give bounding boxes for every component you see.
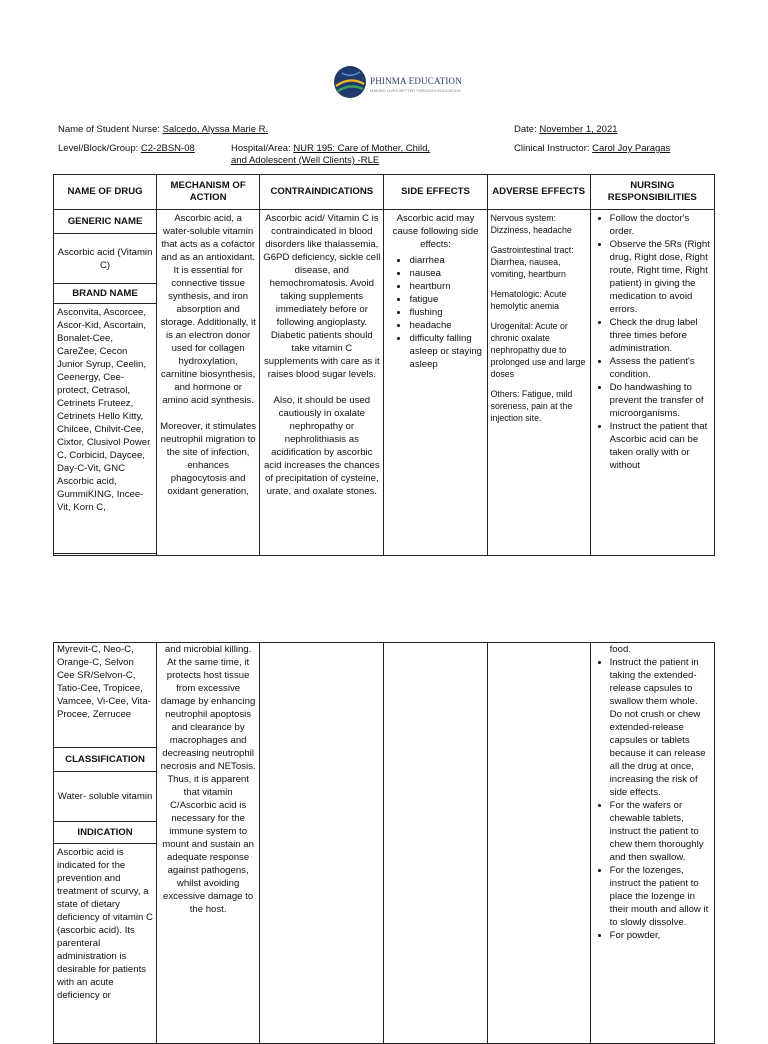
classification-value: Water- soluble vitamin: [54, 772, 157, 822]
brand-names-cont: Myrevit-C, Neo-C, Orange-C, Selvon Cee SR/Selvon-C, Tatio-Cee, Tropicee, Vamcee, Vi-Cee, Vita-Procee, Zerrucee: [54, 643, 157, 748]
list-item: • Observe the 5Rs (Right drug, Right dose, Right route, Right time, Right patient) in giving the medication to avoid errors.: [610, 238, 711, 316]
list-item: • Follow the doctor's order.: [610, 212, 711, 238]
drug-table-page-2: [53, 642, 715, 1044]
globe-logo-icon: [332, 64, 368, 100]
side-effects-cell-cont: [384, 643, 487, 1044]
col-header-side-effects: SIDE EFFECTS: [384, 175, 487, 210]
list-item: • Instruct the patient in taking the extended-release capsules to swallow them whole. Do not crush or chew extended-release capsules or tablets because it can release all the drug at once, increasing the risk of side effects.: [610, 656, 711, 799]
brand-name-header: BRAND NAME: [54, 284, 157, 304]
side-effects-intro: Ascorbic acid may cause following side effects:: [392, 213, 479, 250]
contra-text-2: Also, it should be used cautiously in oxalate nephropathy or nephrolithiasis as acidification by ascorbic acid increases the chances of precipitation of cysteine, urate, and oxalate stones.: [263, 395, 380, 497]
date-label: Date:: [514, 124, 537, 135]
col-header-mechanism: MECHANISM OF ACTION: [157, 175, 260, 210]
drug-table-page-1: [53, 174, 715, 556]
list-item: • Do handwashing to prevent the transfer of microorganisms.: [610, 381, 711, 420]
hospital-label: Hospital/Area:: [231, 143, 291, 154]
col-header-nursing: NURSING RESPONSIBILITIES: [590, 175, 714, 210]
list-item: • fatigue: [409, 293, 483, 306]
list-item: • For the wafers or chewable tablets, instruct the patient to chew them thoroughly and then swallow.: [610, 799, 711, 864]
mechanism-cell: [157, 210, 260, 556]
mechanism-cell-cont: and microbial killing. At the same time, it protects host tissue from excessive damage by enhancing neutrophil apoptosis and clearance by macrophages and decreasing neutrophil necrosis and NETosis. Thus, it is apparent that vitamin C/Ascorbic acid is necessary for the immune system to mount and sustain an adequate response against pathogens, whilst avoiding excessive damage to the host.: [157, 643, 260, 1044]
adverse-item: Nervous system: Dizziness, headache: [490, 213, 572, 235]
nursing-cell: [590, 210, 714, 556]
nursing-list-cont: [594, 656, 711, 942]
nursing-cell-cont: [590, 643, 714, 1044]
adverse-effects-cell-cont: [487, 643, 590, 1044]
list-item: • heartburn: [409, 280, 483, 293]
level-line: [58, 143, 195, 154]
mechanism-text-2: Moreover, it stimulates neutrophil migration to the site of infection, enhances phagocytosis and oxidant generation,: [160, 421, 257, 497]
date-value: November 1, 2021: [539, 124, 618, 135]
list-item: • For powder,: [610, 929, 711, 942]
logo-title: PHINMA EDUCATION: [370, 76, 462, 86]
col-header-contraindications: CONTRAINDICATIONS: [260, 175, 384, 210]
hospital-value-2: and Adolescent (Well Clients) -RLE: [231, 155, 380, 166]
instructor-line: [514, 143, 670, 154]
indication-text: Ascorbic acid is indicated for the prevention and treatment of scurvy, a state of dietary deficiency of vitamin C (ascorbic acid). Its parenteral administration is desirable for patients with an acute deficiency or: [54, 844, 157, 1044]
list-item: • nausea: [409, 267, 483, 280]
hospital-value-1: NUR 195: Care of Mother, Child,: [293, 143, 431, 154]
list-item: • Instruct the patient that Ascorbic acid can be taken orally with or without: [610, 420, 711, 472]
generic-name-value: Ascorbic acid (Vitamin C): [54, 234, 157, 284]
level-label: Level/Block/Group:: [58, 143, 139, 154]
side-effects-cell: [384, 210, 487, 556]
adverse-item: Urogenital: Acute or chronic oxalate nephropathy due to prolonged use and large doses: [490, 321, 586, 379]
classification-header: CLASSIFICATION: [54, 748, 157, 772]
mechanism-text-1: Ascorbic acid, a water-soluble vitamin that acts as a cofactor and as an antioxidant. It is essential for connective tissue synthesis, and iron absorption and storage. Additionally, it is an electron donor used for collagen hydroxylation, carnitine biosynthesis, and hormone or amino acid synthesis.: [160, 213, 256, 406]
logo-tagline: MAKING LIVES BETTER THROUGH EDUCATION: [370, 88, 461, 93]
list-item: • flushing: [409, 306, 483, 319]
list-item: • Check the drug label three times before administration.: [610, 316, 711, 355]
student-label: Name of Student Nurse:: [58, 124, 160, 135]
list-item: • For the lozenges, instruct the patient to place the lozenge in their mouth and allow it to slowly dissolve.: [610, 864, 711, 929]
student-name-line: [58, 124, 268, 135]
adverse-effects-cell: [487, 210, 590, 556]
hospital-line: [231, 143, 430, 154]
instructor-value: Carol Joy Paragas: [592, 143, 671, 154]
contraindications-cell-cont: [260, 643, 384, 1044]
list-item: • headache: [409, 319, 483, 332]
date-line: [514, 124, 618, 135]
list-item: • Assess the patient's condition.: [610, 355, 711, 381]
list-item: • difficulty falling asleep or staying asleep: [409, 332, 483, 371]
contra-text-1: Ascorbic acid/ Vitamin C is contraindicated in blood disorders like thalassemia, G6PD deficiency, sickle cell disease, and hemochromatosis. Avoid taking supplements immediately before or following angioplasty. Diabetic patients should take vitamin C supplements with care as it raises blood sugar levels.: [263, 213, 381, 380]
generic-name-header: GENERIC NAME: [54, 210, 157, 234]
adverse-item: Hematologic: Acute hemolytic anemia: [490, 289, 567, 311]
adverse-item: Gastrointestinal tract: Diarrhea, nausea, vomiting, heartburn: [490, 245, 574, 279]
col-header-drug: NAME OF DRUG: [54, 175, 157, 210]
hospital-line-2: [231, 155, 379, 166]
nursing-list: [594, 212, 711, 472]
nursing-cont-text: food.: [609, 644, 631, 655]
student-value: Salcedo, Alyssa Marie R.: [162, 124, 269, 135]
col-header-adverse: ADVERSE EFFECTS: [487, 175, 590, 210]
level-value: C2-2BSN-08: [140, 143, 195, 154]
adverse-item: Others: Fatigue, mild soreness, pain at the injection site.: [490, 389, 573, 423]
contraindications-cell: [260, 210, 384, 556]
phinma-logo: [332, 64, 482, 104]
instructor-label: Clinical Instructor:: [514, 143, 590, 154]
list-item: • diarrhea: [409, 254, 483, 267]
spacer-cell: [54, 554, 157, 556]
side-effects-list: [387, 254, 483, 371]
indication-header: INDICATION: [54, 822, 157, 844]
brand-names: Asconvita, Ascorcee, Ascor-Kid, Ascortain, Bonalet-Cee, CareZee, Cecon Junior Syrup, Ceelin, Ceenergy, Cee-protect, Cetrasol, Cetrinets Fruteez, Cetrinets Hello Kitty, Chilcee, Chilvit-Cee, Cixtor, Clusivol Power C, Corbicid, Daycee, Day-C-Vit, GNC Ascorbic acid, GummiKING, Incee-Vit, Korn C,: [54, 304, 157, 554]
